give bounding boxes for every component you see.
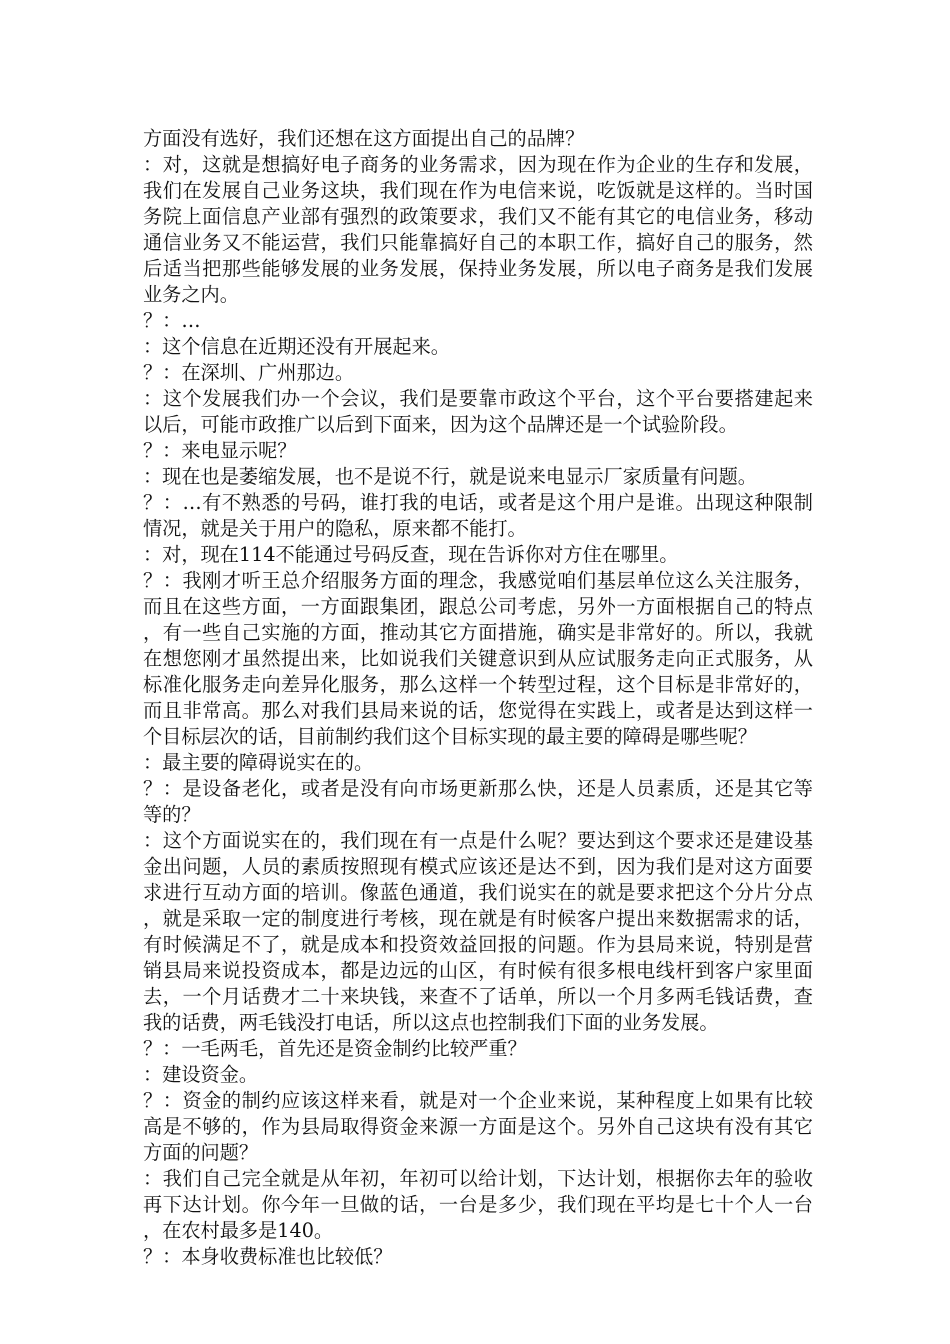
- paragraph-6: ：这个发展我们办一个会议，我们是要靠市政这个平台，这个平台要搭建起来以后，可能市政推广以后到下面来，因为这个品牌还是一个试验阶段。: [143, 387, 813, 436]
- paragraph-9: ？：…有不熟悉的号码，谁打我的电话，或者是这个用户是谁。出现这种限制情况，就是关于用户的隐私，原来都不能打。: [143, 491, 813, 540]
- paragraph-18: ：我们自己完全就是从年初，年初可以给计划，下达计划，根据你去年的验收再下达计划。你今年一旦做的话，一台是多少，我们现在平均是七十个人一台，在农村最多是140。: [143, 1167, 813, 1242]
- paragraph-7: ？：来电显示呢？: [143, 439, 297, 462]
- document-body: [143, 126, 813, 1270]
- paragraph-13: ？：是设备老化，或者是没有向市场更新那么快，还是人员素质，还是其它等等的？: [143, 777, 813, 826]
- paragraph-15: ？：一毛两毛，首先还是资金制约比较严重？: [143, 1037, 527, 1060]
- paragraph-8: ：现在也是萎缩发展，也不是说不行，就是说来电显示厂家质量有问题。: [143, 465, 757, 488]
- paragraph-3: ？：…: [143, 309, 201, 332]
- paragraph-2: ：对，这就是想搞好电子商务的业务需求，因为现在作为企业的生存和发展，我们在发展自己业务这块，我们现在作为电信来说，吃饭就是这样的。当时国务院上面信息产业部有强烈的政策要求，我们又不能有其它的电信业务，移动通信业务又不能运营，我们只能靠搞好自己的本职工作，搞好自己的服务，然后适当把那些能够发展的业务发展，保持业务发展，所以电子商务是我们发展业务之内。: [143, 153, 813, 306]
- paragraph-4: ：这个信息在近期还没有开展起来。: [143, 335, 450, 358]
- paragraph-12: ：最主要的障碍说实在的。: [143, 751, 374, 774]
- paragraph-1: 方面没有选好，我们还想在这方面提出自己的品牌？: [143, 127, 585, 150]
- paragraph-10: ：对，现在114不能通过号码反查，现在告诉你对方住在哪里。: [143, 543, 679, 566]
- paragraph-5: ？：在深圳、广州那边。: [143, 361, 355, 384]
- paragraph-14: ：这个方面说实在的，我们现在有一点是什么呢？要达到这个要求还是建设基金出问题，人员的素质按照现有模式应该还是达不到，因为我们是对这方面要求进行互动方面的培训。像蓝色通道，我们说实在的就是要求把这个分片分点，就是采取一定的制度进行考核，现在就是有时候客户提出来数据需求的话，有时候满足不了，就是成本和投资效益回报的问题。作为县局来说，特别是营销县局来说投资成本，都是边远的山区，有时候有很多根电线杆到客户家里面去，一个月话费才二十来块钱，来查不了话单，所以一个月多两毛钱话费，查我的话费，两毛钱没打电话，所以这点也控制我们下面的业务发展。: [143, 829, 813, 1034]
- paragraph-17: ？：资金的制约应该这样来看，就是对一个企业来说，某种程度上如果有比较高是不够的，作为县局取得资金来源一方面是这个。另外自己这块有没有其它方面的问题？: [143, 1089, 813, 1164]
- paragraph-11: ？：我刚才听王总介绍服务方面的理念，我感觉咱们基层单位这么关注服务，而且在这些方面，一方面跟集团，跟总公司考虑，另外一方面根据自己的特点，有一些自己实施的方面，推动其它方面措施，确实是非常好的。所以，我就在想您刚才虽然提出来，比如说我们关键意识到从应试服务走向正式服务，从标准化服务走向差异化服务，那么这样一个转型过程，这个目标是非常好的，而且非常高。那么对我们县局来说的话，您觉得在实践上，或者是达到这样一个目标层次的话，目前制约我们这个目标实现的最主要的障碍是哪些呢？: [143, 569, 813, 748]
- paragraph-19: ？：本身收费标准也比较低？: [143, 1245, 393, 1268]
- paragraph-16: ：建设资金。: [143, 1063, 259, 1086]
